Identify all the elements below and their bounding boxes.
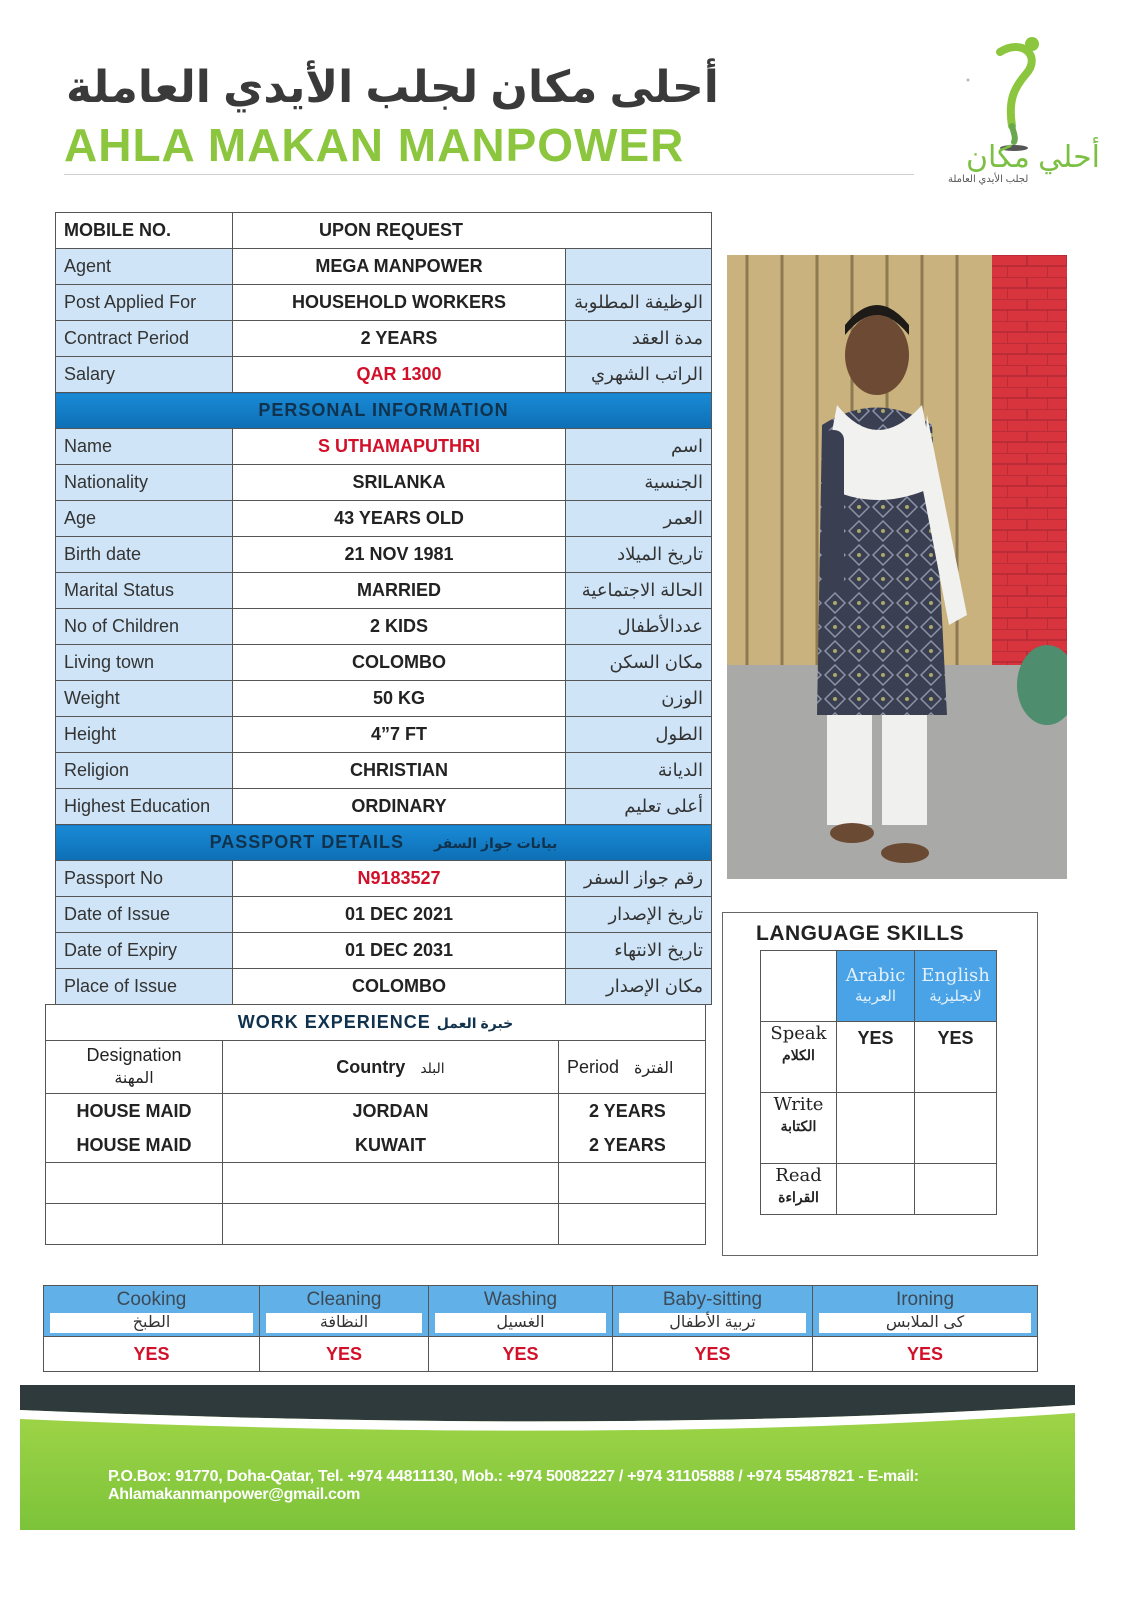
info-row	[56, 321, 712, 357]
language-header-row	[761, 951, 997, 1022]
field-value: 4”7 FT	[233, 717, 566, 753]
language-row	[761, 1164, 997, 1215]
country-header-ar: البلد	[420, 1059, 445, 1076]
personal-row	[56, 789, 712, 825]
speak-label	[761, 1022, 837, 1093]
info-row	[56, 285, 712, 321]
mobile-value: UPON REQUEST	[233, 213, 712, 249]
period-header-ar: الفترة	[634, 1059, 674, 1077]
skill-name: Washing	[483, 1289, 558, 1310]
field-label-arabic: أعلى تعليم	[566, 789, 712, 825]
language-skills-table	[760, 950, 997, 1215]
field-value: COLOMBO	[233, 969, 566, 1005]
speak-arabic-value: YES	[837, 1022, 915, 1093]
passport-heading-ar: بيانات جواز السفر	[433, 835, 558, 851]
field-label: Marital Status	[56, 573, 233, 609]
passport-heading-en: PASSPORT DETAILS	[209, 832, 404, 852]
work-heading	[46, 1005, 706, 1041]
logo-subtext: لجلب الأيدي العاملة	[948, 174, 1029, 185]
read-label	[761, 1164, 837, 1215]
period-header	[559, 1041, 706, 1094]
skill-ironing-header	[813, 1286, 1038, 1337]
applicant-photo-illustration	[727, 255, 1067, 879]
skill-name-arabic: الغسيل	[435, 1313, 606, 1333]
skill-en: Write	[773, 1094, 824, 1115]
personal-row	[56, 753, 712, 789]
salary-label: Salary	[56, 357, 233, 393]
personal-info-heading: PERSONAL INFORMATION	[56, 393, 712, 429]
passport-row	[56, 897, 712, 933]
personal-row	[56, 573, 712, 609]
designation-header-en: Designation	[86, 1045, 182, 1066]
language-row	[761, 1093, 997, 1164]
skill-en: Speak	[770, 1023, 827, 1044]
field-label: Age	[56, 501, 233, 537]
work-designation: HOUSE MAID	[46, 1094, 223, 1129]
arabic-column-header	[837, 951, 915, 1022]
work-experience-table	[45, 1004, 706, 1245]
field-label-arabic: تاريخ الميلاد	[566, 537, 712, 573]
skill-ar: الكتابة	[780, 1118, 817, 1135]
personal-row	[56, 609, 712, 645]
write-english-value	[915, 1093, 997, 1164]
header-divider	[64, 174, 914, 175]
applicant-photo	[727, 255, 1067, 879]
field-label: No of Children	[56, 609, 233, 645]
skill-name-arabic: كى الملابس	[819, 1313, 1031, 1333]
designation-header	[46, 1041, 223, 1094]
field-label-arabic: الوزن	[566, 681, 712, 717]
work-country: KUWAIT	[223, 1128, 559, 1163]
field-label-arabic: اسم	[566, 429, 712, 465]
field-label-arabic: مكان الإصدار	[566, 969, 712, 1005]
personal-row	[56, 537, 712, 573]
field-label: Date of Issue	[56, 897, 233, 933]
country-header	[223, 1041, 559, 1094]
field-label: Height	[56, 717, 233, 753]
field-value: ORDINARY	[233, 789, 566, 825]
personal-row	[56, 501, 712, 537]
designation-header-ar: المهنة	[114, 1070, 154, 1087]
personal-row	[56, 645, 712, 681]
field-value: 01 DEC 2021	[233, 897, 566, 933]
skill-name: Baby-sitting	[662, 1289, 763, 1310]
footer-banner	[20, 1385, 1075, 1530]
contract-label: Contract Period	[56, 321, 233, 357]
personal-row	[56, 717, 712, 753]
field-label: Passport No	[56, 861, 233, 897]
skill-value: YES	[813, 1337, 1038, 1372]
skill-value: YES	[613, 1337, 813, 1372]
field-value: CHRISTIAN	[233, 753, 566, 789]
salary-label-arabic: الراتب الشهري	[566, 357, 712, 393]
read-english-value	[915, 1164, 997, 1215]
field-label-arabic: تاريخ الإصدار	[566, 897, 712, 933]
work-column-headers	[46, 1041, 706, 1094]
skill-value: YES	[44, 1337, 260, 1372]
field-label-arabic: الجنسية	[566, 465, 712, 501]
english-header-ar: لانجليزية	[929, 987, 982, 1005]
country-header-en: Country	[336, 1056, 406, 1077]
post-value: HOUSEHOLD WORKERS	[233, 285, 566, 321]
skill-value: YES	[260, 1337, 429, 1372]
work-period: 2 YEARS	[559, 1094, 706, 1129]
agent-value: MEGA MANPOWER	[233, 249, 566, 285]
field-label-arabic: مكان السكن	[566, 645, 712, 681]
agent-label-arabic	[566, 249, 712, 285]
skill-value: YES	[429, 1337, 613, 1372]
contract-value: 2 YEARS	[233, 321, 566, 357]
passport-row	[56, 861, 712, 897]
field-label-arabic: تاريخ الانتهاء	[566, 933, 712, 969]
language-row	[761, 1022, 997, 1093]
field-value: COLOMBO	[233, 645, 566, 681]
header-title-english: AHLA MAKAN MANPOWER	[64, 119, 685, 171]
section-header-row	[56, 393, 712, 429]
field-label: Living town	[56, 645, 233, 681]
field-label: Date of Expiry	[56, 933, 233, 969]
passport-heading	[56, 825, 712, 861]
skill-babysitting-header	[613, 1286, 813, 1337]
field-value: 2 KIDS	[233, 609, 566, 645]
info-row	[56, 357, 712, 393]
read-arabic-value	[837, 1164, 915, 1215]
field-label-arabic: العمر	[566, 501, 712, 537]
passport-number-value: N9183527	[233, 861, 566, 897]
work-row-empty	[46, 1204, 706, 1245]
field-label: Place of Issue	[56, 969, 233, 1005]
skill-ar: الكلام	[782, 1047, 815, 1064]
write-arabic-value	[837, 1093, 915, 1164]
agent-label: Agent	[56, 249, 233, 285]
work-row	[46, 1094, 706, 1129]
skills-header-row	[44, 1286, 1038, 1337]
arabic-header-en: Arabic	[845, 965, 906, 987]
work-heading-en: WORK EXPERIENCE	[237, 1012, 431, 1032]
skill-name: Ironing	[895, 1289, 955, 1310]
english-header-en: English	[921, 965, 990, 987]
field-value: SRILANKA	[233, 465, 566, 501]
section-header-row	[56, 825, 712, 861]
speak-english-value: YES	[915, 1022, 997, 1093]
field-value: 43 YEARS OLD	[233, 501, 566, 537]
work-period: 2 YEARS	[559, 1128, 706, 1163]
field-label: Weight	[56, 681, 233, 717]
post-label: Post Applied For	[56, 285, 233, 321]
footer-contact-info: P.O.Box: 91770, Doha-Qatar, Tel. +974 44811130, Mob.: +974 50082227 / +974 31105888 / +974 55487821 - E-mail: Ahlamakanmanpower@gmail.com	[108, 1468, 919, 1503]
period-header-en: Period	[567, 1056, 620, 1077]
personal-row	[56, 465, 712, 501]
field-label: Name	[56, 429, 233, 465]
field-label-arabic: الحالة الاجتماعية	[566, 573, 712, 609]
name-value: S UTHAMAPUTHRI	[233, 429, 566, 465]
skill-name-arabic: تربية الأطفال	[619, 1313, 806, 1333]
work-row	[46, 1128, 706, 1163]
language-skills-title: LANGUAGE SKILLS	[756, 922, 965, 945]
personal-row	[56, 681, 712, 717]
skill-washing-header	[429, 1286, 613, 1337]
field-label-arabic: الديانة	[566, 753, 712, 789]
field-label-arabic: رقم جواز السفر	[566, 861, 712, 897]
info-row	[56, 249, 712, 285]
field-label: Highest Education	[56, 789, 233, 825]
english-column-header	[915, 951, 997, 1022]
field-value: MARRIED	[233, 573, 566, 609]
arabic-header-ar: العربية	[855, 987, 896, 1005]
personal-row	[56, 429, 712, 465]
field-value: 01 DEC 2031	[233, 933, 566, 969]
skill-ar: القراءة	[778, 1189, 819, 1206]
contract-label-arabic: مدة العقد	[566, 321, 712, 357]
work-heading-ar: خبرة العمل	[436, 1015, 514, 1031]
passport-row	[56, 969, 712, 1005]
skill-en: Read	[775, 1165, 822, 1186]
skill-name-arabic: النظافة	[266, 1313, 422, 1333]
work-row-empty	[46, 1163, 706, 1204]
applicant-details-table	[55, 212, 712, 1005]
field-label: Religion	[56, 753, 233, 789]
write-label	[761, 1093, 837, 1164]
skill-name: Cooking	[116, 1289, 187, 1310]
skill-name-arabic: الطبخ	[50, 1313, 253, 1333]
skill-name: Cleaning	[306, 1289, 382, 1310]
field-label-arabic: عددالأطفال	[566, 609, 712, 645]
field-value: 50 KG	[233, 681, 566, 717]
salary-value: QAR 1300	[233, 357, 566, 393]
field-label: Nationality	[56, 465, 233, 501]
household-skills-table	[43, 1285, 1038, 1372]
field-label-arabic: الطول	[566, 717, 712, 753]
field-value: 21 NOV 1981	[233, 537, 566, 573]
skills-value-row	[44, 1337, 1038, 1372]
logo-text-arabic: أحلي مكان	[966, 141, 1100, 174]
post-label-arabic: الوظيفة المطلوبة	[566, 285, 712, 321]
work-country: JORDAN	[223, 1094, 559, 1129]
skill-cooking-header	[44, 1286, 260, 1337]
section-header-row	[46, 1005, 706, 1041]
field-label: Birth date	[56, 537, 233, 573]
skill-cleaning-header	[260, 1286, 429, 1337]
passport-row	[56, 933, 712, 969]
header-title-arabic: أحلى مكان لجلب الأيدي العاملة	[66, 63, 719, 112]
mobile-label: MOBILE NO.	[56, 213, 233, 249]
mobile-row	[56, 213, 712, 249]
work-designation: HOUSE MAID	[46, 1128, 223, 1163]
